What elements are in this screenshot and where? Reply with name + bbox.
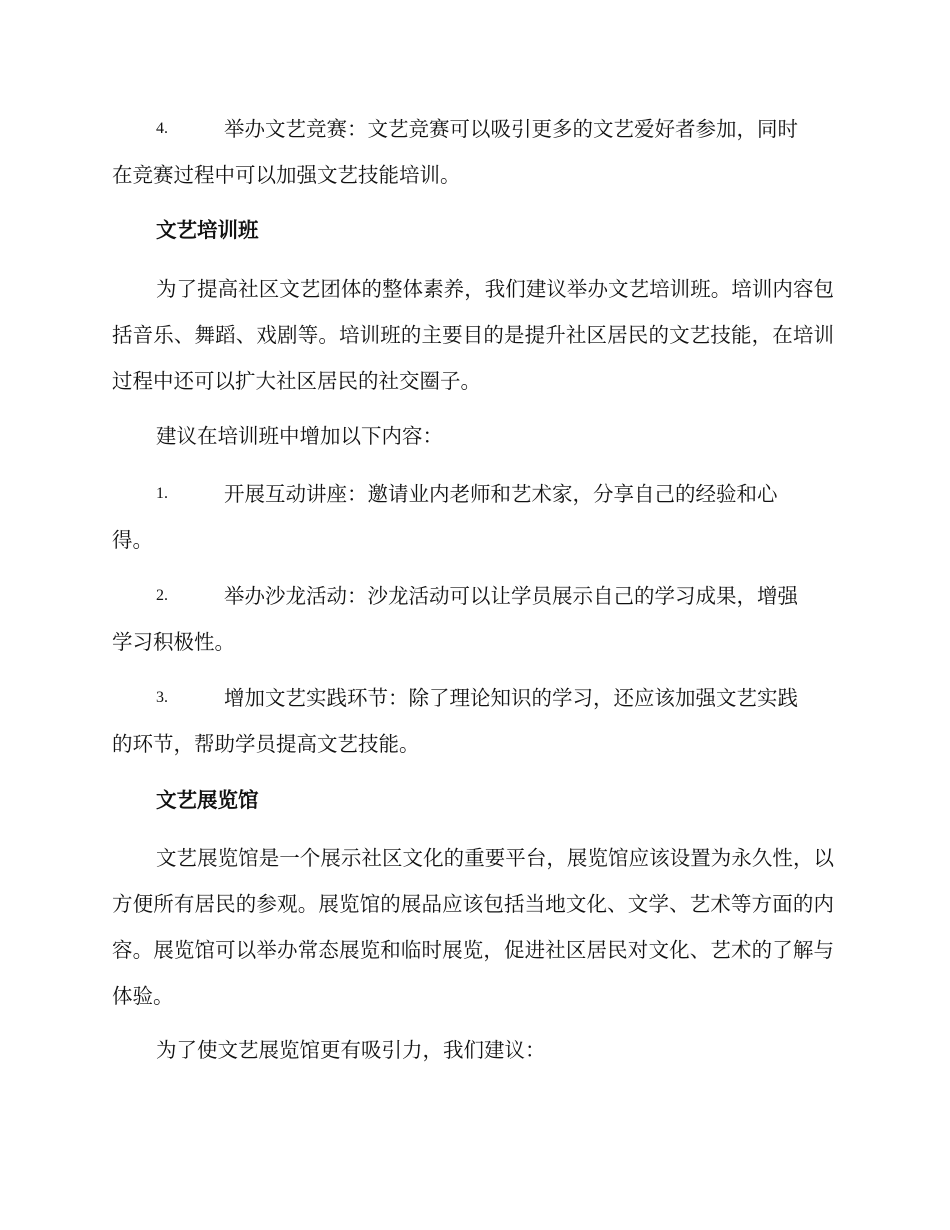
list-item-text-line1: 开展互动讲座：邀请业内老师和艺术家，分享自己的经验和心 [224, 482, 778, 506]
training-paragraph: 为了提高社区文艺团体的整体素养，我们建议举办文艺培训班。培训内容包括音乐、舞蹈、戏剧等。培训班的主要目的是提升社区居民的文艺技能，在培训过程中还可以扩大社区居民的社交圈子。 [112, 277, 834, 393]
list-number: 1. [156, 485, 168, 502]
list-item-4 [112, 106, 834, 198]
list-item-1 [112, 471, 834, 563]
section-heading-exhibition: 文艺展览馆 [156, 788, 259, 812]
list-item-text-line2: 得。 [112, 528, 153, 552]
list-item-text-line2: 学习积极性。 [112, 630, 235, 654]
exhibition-paragraph: 文艺展览馆是一个展示社区文化的重要平台，展览馆应该设置为永久性，以方便所有居民的参观。展览馆的展品应该包括当地文化、文学、艺术等方面的内容。展览馆可以举办常态展览和临时展览，促进社区居民对文化、艺术的了解与体验。 [112, 846, 834, 1008]
list-number: 4. [156, 120, 168, 137]
list-item-3 [112, 675, 834, 767]
list-item-text-line1: 举办文艺竞赛：文艺竞赛可以吸引更多的文艺爱好者参加，同时 [224, 117, 798, 141]
section-heading-training: 文艺培训班 [156, 218, 259, 242]
list-item-text-line1: 举办沙龙活动：沙龙活动可以让学员展示自己的学习成果，增强 [224, 584, 798, 608]
list-number: 2. [156, 587, 168, 604]
list-item-text-line2: 在竞赛过程中可以加强文艺技能培训。 [112, 163, 461, 187]
exhibition-intro: 为了使文艺展览馆更有吸引力，我们建议： [156, 1038, 546, 1062]
list-item-2 [112, 573, 834, 665]
list-item-text-line2: 的环节，帮助学员提高文艺技能。 [112, 732, 420, 756]
list-number: 3. [156, 689, 168, 706]
list-item-text-line1: 增加文艺实践环节：除了理论知识的学习，还应该加强文艺实践 [224, 686, 798, 710]
training-intro: 建议在培训班中增加以下内容： [156, 424, 443, 448]
